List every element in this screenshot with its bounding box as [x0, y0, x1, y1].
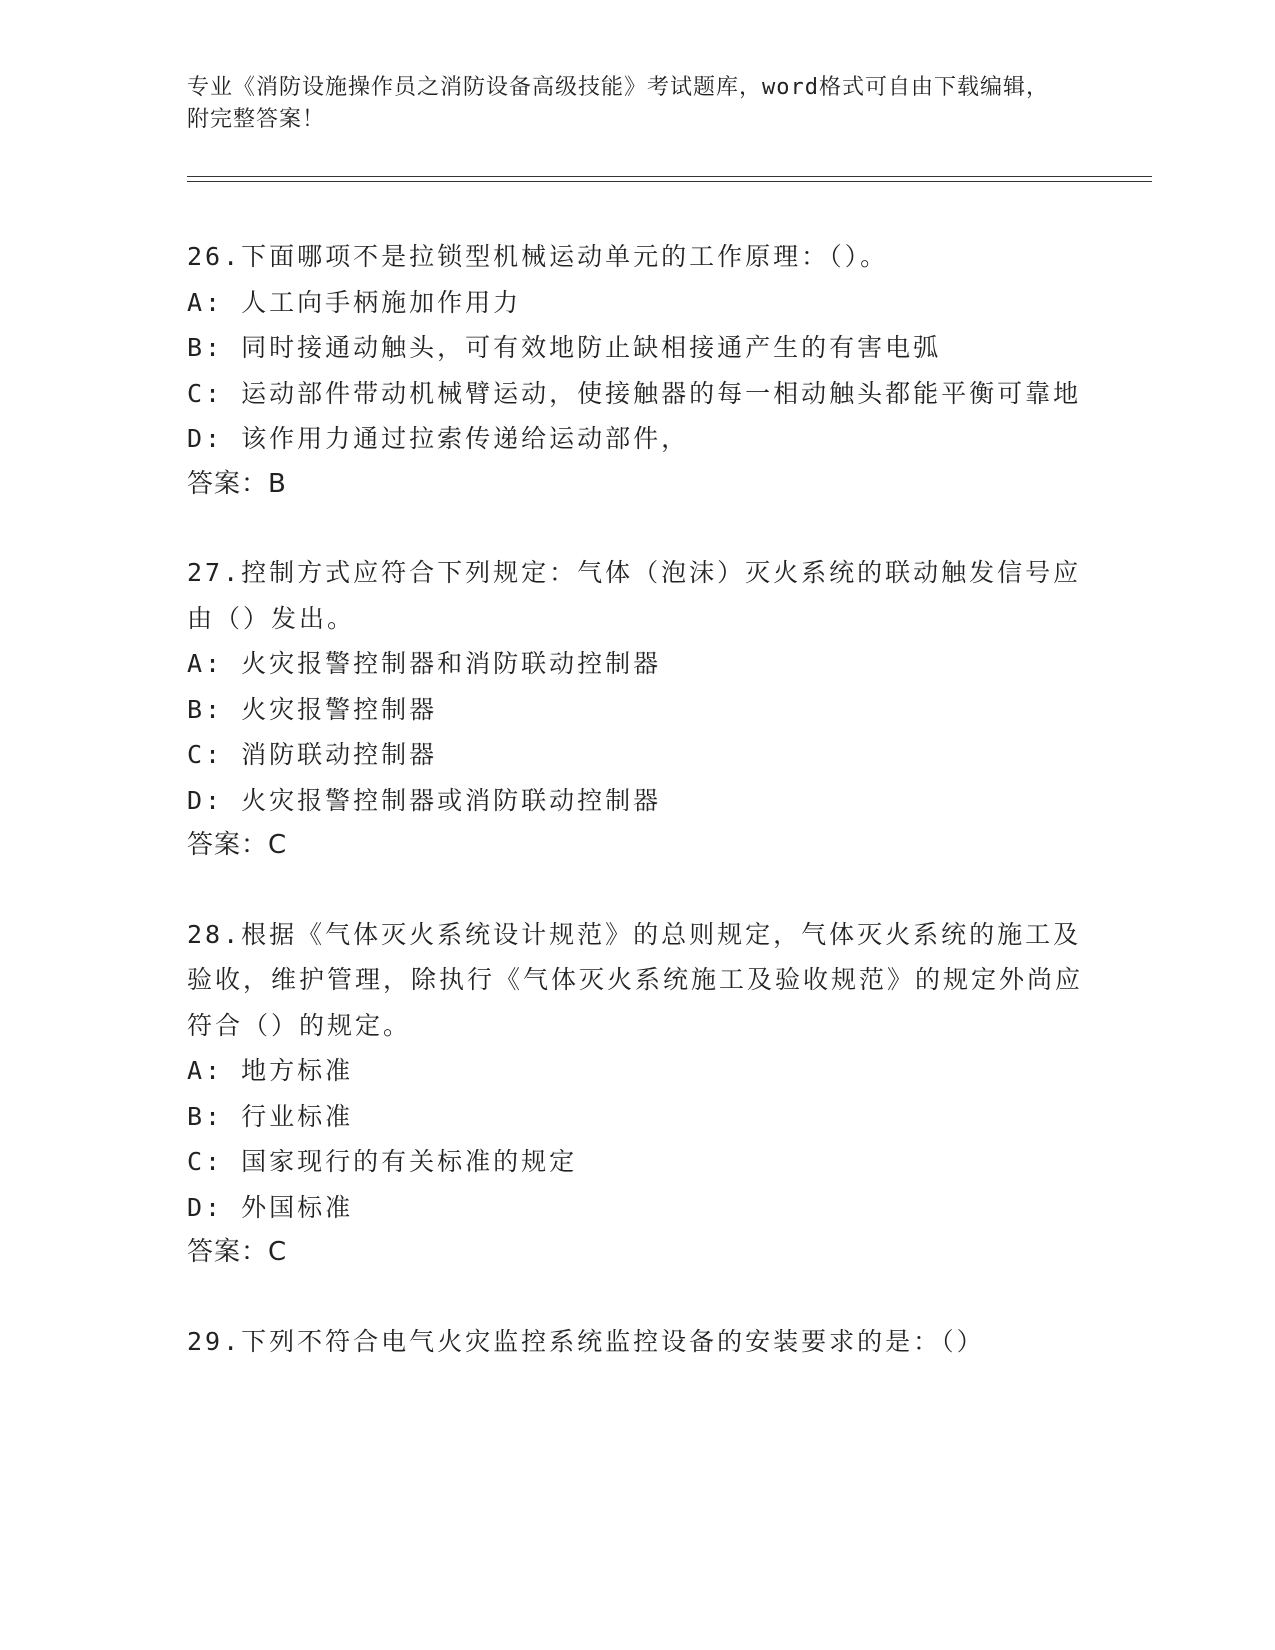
option-d: D: 该作用力通过拉索传递给运动部件， [187, 424, 690, 453]
question-stem: 26.下面哪项不是拉锁型机械运动单元的工作原理：（）。 [187, 242, 889, 271]
option-c: C: 消防联动控制器 [187, 740, 438, 769]
question-stem: 29.下列不符合电气火灾监控系统监控设备的安装要求的是：（） [187, 1326, 985, 1356]
option-b: B: 行业标准 [187, 1101, 354, 1131]
question-stem: 28.根据《气体灭火系统设计规范》的总则规定，气体灭火系统的施工及验收，维护管理，除执行《气体灭火系统施工及验收规范》的规定外尚应符合（）的规定。 [187, 919, 1084, 1040]
option-c: C: 运动部件带动机械臂运动，使接触器的每一相动触头都能平衡可靠地 [187, 378, 1082, 408]
answer-label: 答案：B [187, 468, 287, 499]
question-28 [187, 912, 1087, 1276]
question-stem: 27.控制方式应符合下列规定：气体（泡沫）灭火系统的联动触发信号应由（）发出。 [187, 558, 1082, 633]
question-29 [187, 1319, 1087, 1365]
option-b: B: 同时接通动触头，可有效地防止缺相接通产生的有害电弧 [187, 333, 942, 362]
option-d: D: 外国标准 [187, 1192, 354, 1222]
option-b: B: 火灾报警控制器 [187, 694, 438, 724]
header-rule-top [187, 176, 1152, 177]
answer-label: 答案：C [187, 830, 288, 860]
option-d: D: 火灾报警控制器或消防联动控制器 [187, 785, 662, 815]
question-27 [187, 550, 1087, 869]
answer-label: 答案：C [187, 1237, 288, 1267]
option-a: A: 人工向手柄施加作用力 [187, 287, 522, 317]
option-a: A: 火灾报警控制器和消防联动控制器 [187, 649, 662, 678]
header-rule-bottom [187, 181, 1152, 182]
option-c: C: 国家现行的有关标准的规定 [187, 1147, 578, 1176]
question-26 [187, 234, 1087, 507]
question-list [187, 234, 1087, 1407]
document-header: 专业《消防设施操作员之消防设备高级技能》考试题库，word格式可自由下载编辑，附完整答案！ [187, 75, 1049, 132]
option-a: A: 地方标准 [187, 1056, 354, 1085]
